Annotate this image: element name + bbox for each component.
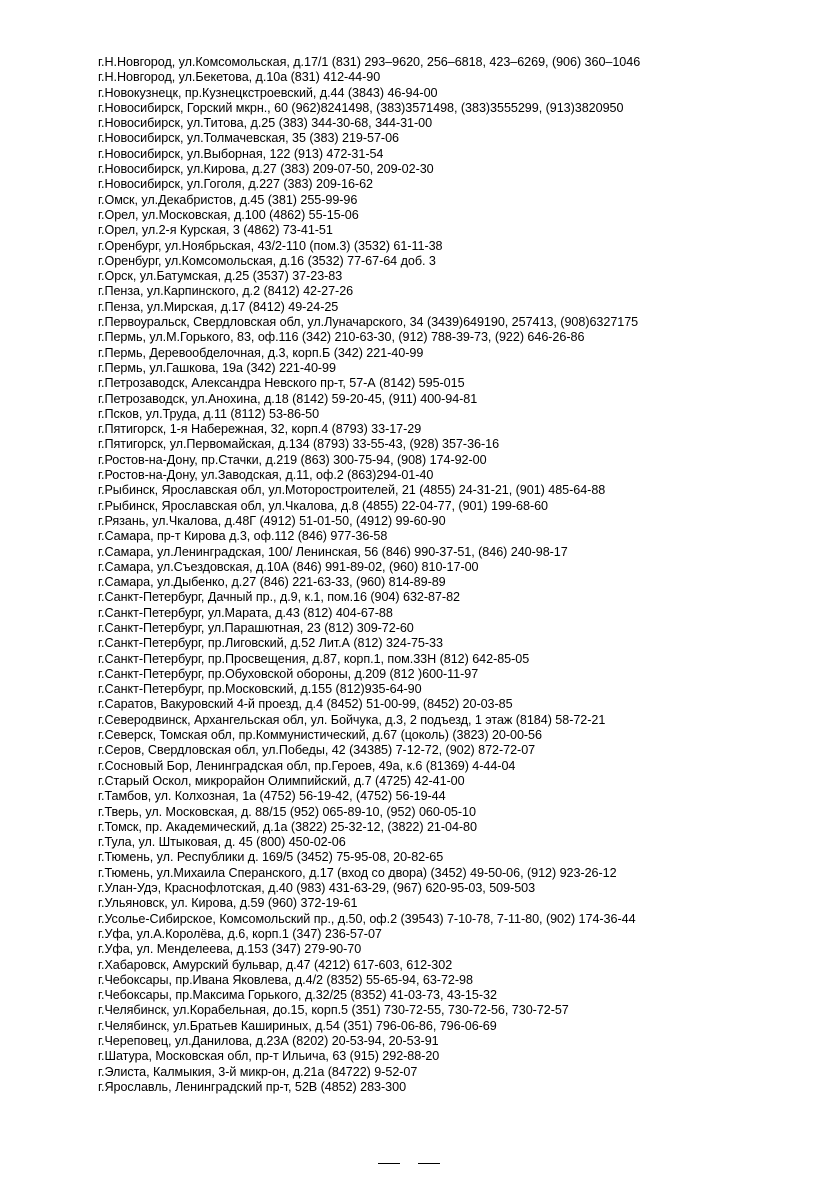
address-line: г.Псков, ул.Труда, д.11 (8112) 53-86-50 [98, 406, 320, 421]
address-list [98, 55, 834, 1095]
address-line: г.Оренбург, ул.Комсомольская, д.16 (3532) 77-67-64 доб. 3 [98, 253, 436, 268]
address-line: г.Ульяновск, ул. Кирова, д.59 (960) 372-19-61 [98, 896, 358, 911]
address-line: г.Н.Новгород, ул.Бекетова, д.10а (831) 412-44-90 [98, 70, 381, 85]
address-line: г.Старый Оскол, микрорайон Олимпийский, д.7 (4725) 42-41-00 [98, 773, 465, 788]
footer-dash-left [378, 1163, 400, 1164]
address-line: г.Рыбинск, Ярославская обл, ул.Чкалова, д.8 (4855) 22-04-77, (901) 199-68-60 [98, 498, 548, 513]
address-line: г.Первоуральск, Свердловская обл, ул.Луначарского, 34 (3439)649190, 257413, (908)6327175 [98, 315, 639, 330]
address-line: г.Н.Новгород, ул.Комсомольская, д.17/1 (831) 293–9620, 256–6818, 423–6269, (906) 360–1046 [98, 55, 641, 69]
address-line: г.Челябинск, ул.Корабельная, до.15, корп.5 (351) 730-72-55, 730-72-56, 730-72-57 [98, 1003, 569, 1018]
address-line: г.Чебоксары, пр.Максима Горького, д.32/25 (8352) 41-03-73, 43-15-32 [98, 988, 497, 1003]
address-line: г.Новосибирск, ул.Толмачевская, 35 (383) 219-57-06 [98, 131, 399, 146]
address-line: г.Пятигорск, 1-я Набережная, 32, корп.4 (8793) 33-17-29 [98, 422, 422, 437]
address-line: г.Тула, ул. Штыковая, д. 45 (800) 450-02-06 [98, 835, 346, 850]
address-line: г.Самара, ул.Дыбенко, д.27 (846) 221-63-33, (960) 814-89-89 [98, 575, 446, 590]
address-line: г.Тюмень, ул.Михаила Сперанского, д.17 (вход со двора) (3452) 49-50-06, (912) 923-26-12 [98, 865, 617, 880]
address-line: г.Петрозаводск, ул.Анохина, д.18 (8142) 59-20-45, (911) 400-94-81 [98, 391, 478, 406]
address-line: г.Ярославль, Ленинградский пр-т, 52В (4852) 283-300 [98, 1079, 407, 1094]
address-line: г.Омск, ул.Декабристов, д.45 (381) 255-99-96 [98, 192, 358, 207]
address-line: г.Санкт-Петербург, ул.Парашютная, 23 (812) 309-72-60 [98, 620, 414, 635]
address-line: г.Новосибирск, ул.Выборная, 122 (913) 472-31-54 [98, 146, 384, 161]
address-line: г.Новосибирск, ул.Титова, д.25 (383) 344-30-68, 344-31-00 [98, 116, 433, 131]
address-line: г.Уфа, ул.А.Королёва, д.6, корп.1 (347) 236-57-07 [98, 926, 382, 941]
address-line: г.Тверь, ул. Московская, д. 88/15 (952) 065-89-10, (952) 060-05-10 [98, 804, 476, 819]
address-line: г.Пенза, ул.Мирская, д.17 (8412) 49-24-25 [98, 299, 339, 314]
address-line: г.Пермь, ул.М.Горького, 83, оф.116 (342) 210-63-30, (912) 788-39-73, (922) 646-26-86 [98, 330, 585, 345]
address-line: г.Уфа, ул. Менделеева, д.153 (347) 279-90-70 [98, 942, 362, 957]
address-line: г.Ростов-на-Дону, пр.Стачки, д.219 (863) 300-75-94, (908) 174-92-00 [98, 452, 487, 467]
address-line: г.Рязань, ул.Чкалова, д.48Г (4912) 51-01-50, (4912) 99-60-90 [98, 513, 446, 528]
address-line: г.Шатура, Московская обл, пр-т Ильича, 63 (915) 292-88-20 [98, 1049, 440, 1064]
address-line: г.Северск, Томская обл, пр.Коммунистический, д.67 (цоколь) (3823) 20-00-56 [98, 728, 542, 743]
address-line: г.Томск, пр. Академический, д.1а (3822) 25-32-12, (3822) 21-04-80 [98, 819, 477, 834]
page-footer-marks [378, 1163, 442, 1167]
address-line: г.Пермь, Деревообделочная, д.3, корп.Б (342) 221-40-99 [98, 345, 424, 360]
address-line: г.Элиста, Калмыкия, 3-й микр-он, д.21а (84722) 9-52-07 [98, 1064, 418, 1079]
address-line: г.Санкт-Петербург, ул.Марата, д.43 (812) 404-67-88 [98, 605, 393, 620]
address-line: г.Улан-Удэ, Краснофлотская, д.40 (983) 431-63-29, (967) 620-95-03, 509-503 [98, 881, 536, 896]
address-line: г.Новокузнецк, пр.Кузнецкстроевский, д.44 (3843) 46-94-00 [98, 85, 438, 100]
address-line: г.Санкт-Петербург, пр.Просвещения, д.87, корп.1, пом.33Н (812) 642-85-05 [98, 651, 530, 666]
address-line: г.Пенза, ул.Карпинского, д.2 (8412) 42-27-26 [98, 284, 354, 299]
address-line: г.Серов, Свердловская обл, ул.Победы, 42 (34385) 7-12-72, (902) 872-72-07 [98, 743, 536, 758]
address-line: г.Усолье-Сибирское, Комсомольский пр., д.50, оф.2 (39543) 7-10-78, 7-11-80, (902) 174-36-44 [98, 911, 636, 926]
address-line: г.Ростов-на-Дону, ул.Заводская, д.11, оф.2 (863)294-01-40 [98, 468, 434, 483]
address-line: г.Саратов, Вакуровский 4-й проезд, д.4 (8452) 51-00-99, (8452) 20-03-85 [98, 697, 513, 712]
address-line: г.Самара, ул.Съездовская, д.10А (846) 991-89-02, (960) 810-17-00 [98, 559, 479, 574]
address-line: г.Рыбинск, Ярославская обл, ул.Моторостроителей, 21 (4855) 24-31-21, (901) 485-64-88 [98, 483, 606, 498]
address-line: г.Санкт-Петербург, пр.Обуховской обороны, д.209 (812 )600-11-97 [98, 666, 479, 681]
address-line: г.Пятигорск, ул.Первомайская, д.134 (8793) 33-55-43, (928) 357-36-16 [98, 437, 500, 452]
address-line: г.Самара, ул.Ленинградская, 100/ Ленинская, 56 (846) 990-37-51, (846) 240-98-17 [98, 544, 568, 559]
address-line: г.Самара, пр-т Кирова д.3, оф.112 (846) 977-36-58 [98, 529, 388, 544]
address-line: г.Санкт-Петербург, пр.Московский, д.155 (812)935-64-90 [98, 682, 422, 697]
address-line: г.Санкт-Петербург, пр.Лиговский, д.52 Лит.А (812) 324-75-33 [98, 636, 443, 651]
address-line: г.Череповец, ул.Данилова, д.23А (8202) 20-53-94, 20-53-91 [98, 1034, 439, 1048]
address-line: г.Оренбург, ул.Ноябрьская, 43/2-110 (пом.3) (3532) 61-11-38 [98, 238, 443, 253]
address-line: г.Новосибирск, Горский мкрн., 60 (962)8241498, (383)3571498, (383)3555299, (913)3820950 [98, 100, 624, 115]
address-line: г.Орел, ул.2-я Курская, 3 (4862) 73-41-51 [98, 223, 333, 238]
address-line: г.Орел, ул.Московская, д.100 (4862) 55-15-06 [98, 207, 359, 222]
address-line: г.Северодвинск, Архангельская обл, ул. Бойчука, д.3, 2 подъезд, 1 этаж (8184) 58-72-21 [98, 712, 606, 727]
address-line: г.Санкт-Петербург, Дачный пр., д.9, к.1, пом.16 (904) 632-87-82 [98, 590, 460, 605]
address-line: г.Сосновый Бор, Ленинградская обл, пр.Героев, 49а, к.6 (81369) 4-44-04 [98, 758, 516, 773]
address-line: г.Тюмень, ул. Республики д. 169/5 (3452) 75-95-08, 20-82-65 [98, 850, 444, 865]
address-line: г.Орск, ул.Батумская, д.25 (3537) 37-23-83 [98, 269, 343, 284]
address-line: г.Чебоксары, пр.Ивана Яковлева, д.4/2 (8352) 55-65-94, 63-72-98 [98, 972, 473, 987]
address-line: г.Тамбов, ул. Колхозная, 1а (4752) 56-19-42, (4752) 56-19-44 [98, 789, 446, 804]
address-line: г.Новосибирск, ул.Гоголя, д.227 (383) 209-16-62 [98, 177, 373, 192]
address-line: г.Пермь, ул.Гашкова, 19а (342) 221-40-99 [98, 360, 336, 375]
address-line: г.Хабаровск, Амурский бульвар, д.47 (4212) 617-603, 612-302 [98, 957, 453, 972]
address-line: г.Челябинск, ул.Братьев Кашириных, д.54 (351) 796-06-86, 796-06-69 [98, 1018, 497, 1033]
address-line: г.Петрозаводск, Александра Невского пр-т, 57-А (8142) 595-015 [98, 376, 465, 391]
address-line: г.Новосибирск, ул.Кирова, д.27 (383) 209-07-50, 209-02-30 [98, 162, 434, 177]
footer-dash-right [418, 1163, 440, 1164]
